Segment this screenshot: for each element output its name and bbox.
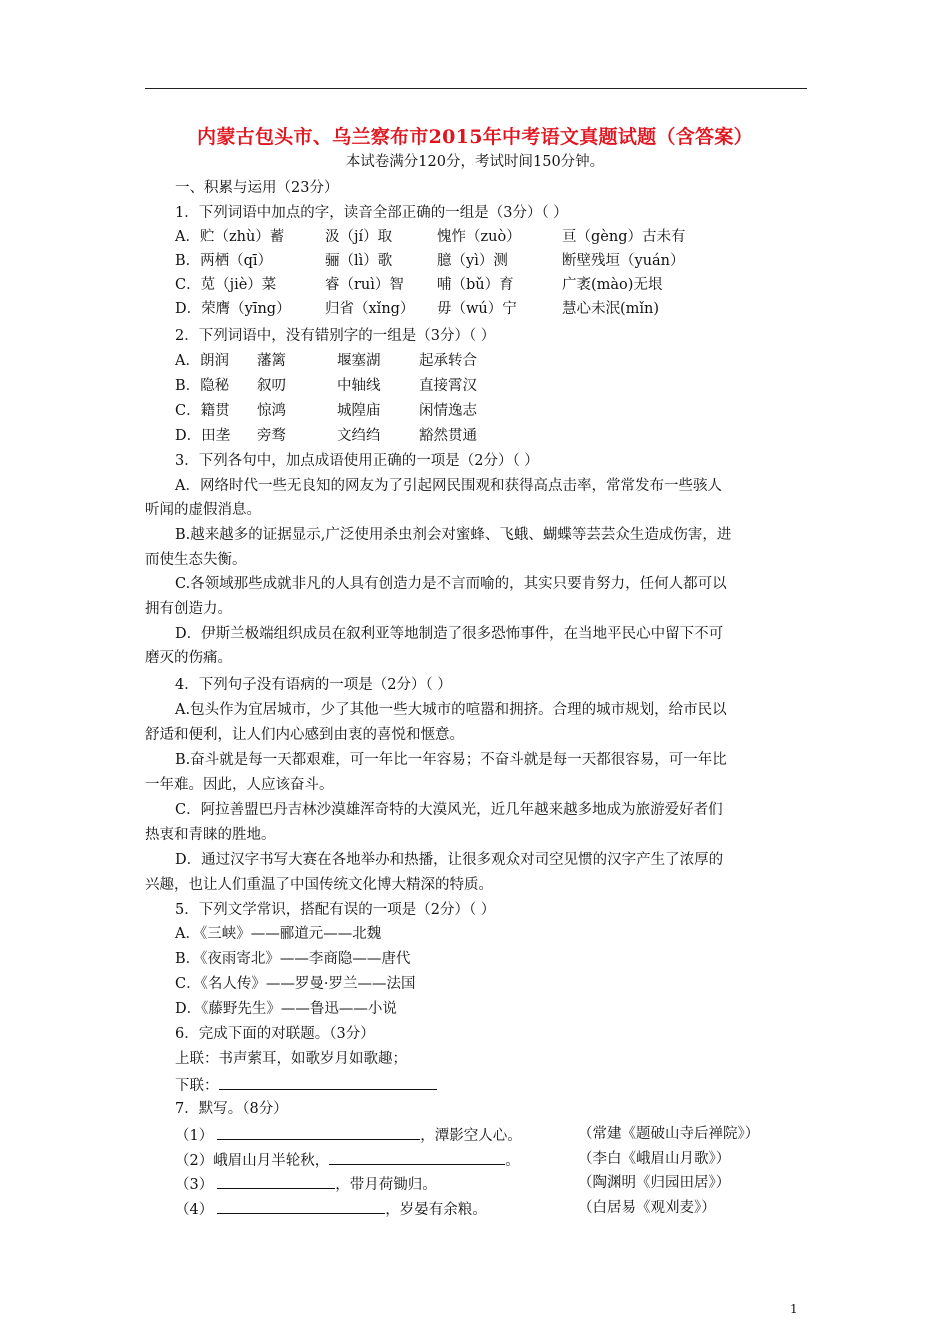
question-3-option-a-line1: A．网络时代一些无良知的网友为了引起网民围观和获得高点击率，常常发布一些骇人 xyxy=(175,478,722,494)
option-word: 臆（yì）测 xyxy=(437,253,508,269)
question-4-option-c-line1: C．阿拉善盟巴丹吉林沙漠雄浑奇特的大漠风光，近几年越来越多地成为旅游爱好者们 xyxy=(175,802,723,818)
question-3-option-d-line1: D．伊斯兰极端组织成员在叙利亚等地制造了很多恐怖事件，在当地平民心中留下不可 xyxy=(175,626,724,642)
page-title: 内蒙古包头市、乌兰察布市2015年中考语文真题试题（含答案） xyxy=(197,126,753,148)
item-number: （3） xyxy=(175,1177,214,1193)
option-word: 中轴线 xyxy=(337,378,381,394)
dictation-item-2 xyxy=(175,1149,520,1171)
couplet-lower xyxy=(175,1074,437,1096)
question-6-stem: 6．完成下面的对联题。（3分） xyxy=(175,1026,375,1042)
dictation-blank[interactable] xyxy=(329,1149,505,1165)
option-word: A．朗润 xyxy=(175,353,229,369)
dictation-source-4: （白居易《观刈麦》） xyxy=(578,1200,716,1216)
option-word: 藩篱 xyxy=(257,353,286,369)
option-word: 广袤(mào)无垠 xyxy=(562,277,663,293)
option-word: C．苋（jiè）菜 xyxy=(175,277,277,293)
option-word: 闲情逸志 xyxy=(419,403,477,419)
option-word: 哺（bǔ）育 xyxy=(437,277,514,293)
option-word: 叙叨 xyxy=(257,378,286,394)
item-number: （2） xyxy=(175,1153,214,1169)
dictation-item-3 xyxy=(175,1173,437,1195)
option-word: 汲（jí）取 xyxy=(325,229,393,245)
question-4-option-d-line2: 兴趣，也让人们重温了中国传统文化博大精深的特质。 xyxy=(145,877,493,893)
item-text: ，岁晏有余粮。 xyxy=(385,1202,487,1218)
option-word: 睿（ruì）智 xyxy=(325,277,404,293)
option-word: 堰塞湖 xyxy=(337,353,381,369)
question-4-option-b-line2: 一年难。因此，人应该奋斗。 xyxy=(145,777,334,793)
question-2-stem: 2．下列词语中，没有错别字的一组是（3分）（ ） xyxy=(175,328,496,344)
item-text: 峨眉山月半轮秋， xyxy=(213,1153,330,1169)
question-4-option-a-line1: A.包头作为宜居城市，少了其他一些大城市的喧嚣和拥挤。合理的城市规划，给市民以 xyxy=(175,702,727,718)
option-word: B．隐秘 xyxy=(175,378,230,394)
option-word: 直接霄汉 xyxy=(419,378,477,394)
exam-info: 本试卷满分120分，考试时间150分钟。 xyxy=(345,154,605,170)
option-word: B．两栖（qī） xyxy=(175,253,273,269)
option-word: 断壁残垣（yuán） xyxy=(562,253,685,269)
question-7-stem: 7．默写。（8分） xyxy=(175,1101,288,1117)
option-word: 起承转合 xyxy=(419,353,477,369)
question-5-option-a: A．《三峡》——郦道元——北魏 xyxy=(175,926,382,942)
question-3-option-b-line1: B.越来越多的证据显示,广泛使用杀虫剂会对蜜蜂、飞蛾、蝴蝶等芸芸众生造成伤害，进 xyxy=(175,527,732,543)
question-1-option-c xyxy=(175,275,662,295)
item-text: ，潭影空人心。 xyxy=(420,1128,522,1144)
dictation-blank[interactable] xyxy=(217,1198,385,1214)
option-word: 城隍庙 xyxy=(337,403,381,419)
option-word: 惊鸿 xyxy=(257,403,286,419)
question-4-option-b-line1: B.奋斗就是每一天都艰难，可一年比一年容易；不奋斗就是每一天都很容易，可一年比 xyxy=(175,752,727,768)
option-word: A．贮（zhù）蓄 xyxy=(175,229,285,245)
header-rule xyxy=(145,88,807,89)
dictation-source-1: （常建《题破山寺后禅院》） xyxy=(578,1126,760,1142)
page-number: 1 xyxy=(790,1302,798,1316)
option-word: 豁然贯通 xyxy=(419,428,477,444)
item-number: （1） xyxy=(175,1128,214,1144)
question-3-option-d-line2: 磨灭的伤痛。 xyxy=(145,650,232,666)
option-word: C．籍贯 xyxy=(175,403,230,419)
question-2-option-c xyxy=(175,401,477,421)
dictation-item-4 xyxy=(175,1198,487,1220)
option-word: 归省（xǐng） xyxy=(325,301,415,317)
question-4-stem: 4．下列句子没有语病的一项是（2分）（ ） xyxy=(175,677,452,693)
option-word: D．荣膺（yīng） xyxy=(175,301,291,317)
dictation-source-2: （李白《峨眉山月歌》） xyxy=(578,1151,731,1167)
question-2-option-a xyxy=(175,351,477,371)
couplet-lower-label: 下联： xyxy=(175,1078,219,1094)
dictation-blank[interactable] xyxy=(217,1173,335,1189)
question-3-option-a-line2: 听闻的虚假消息。 xyxy=(145,502,261,518)
item-text: 。 xyxy=(505,1153,520,1169)
question-3-option-c-line1: C.各领域那些成就非凡的人具有创造力是不言而喻的，其实只要肯努力，任何人都可以 xyxy=(175,576,727,592)
question-3-option-b-line2: 而使生态失衡。 xyxy=(145,552,247,568)
couplet-answer-blank[interactable] xyxy=(219,1074,437,1090)
option-word: 慧心未泯(mǐn) xyxy=(562,301,660,317)
question-5-stem: 5．下列文学常识，搭配有误的一项是（2分）（ ） xyxy=(175,902,496,918)
question-2-option-b xyxy=(175,376,477,396)
question-5-option-b: B．《夜雨寄北》——李商隐——唐代 xyxy=(175,951,411,967)
dictation-blank[interactable] xyxy=(217,1124,420,1140)
item-number: （4） xyxy=(175,1202,214,1218)
question-4-option-a-line2: 舒适和便利，让人们内心感到由衷的喜悦和惬意。 xyxy=(145,727,464,743)
option-word: 亘（gèng）古未有 xyxy=(562,229,686,245)
question-3-stem: 3．下列各句中，加点成语使用正确的一项是（2分）（ ） xyxy=(175,453,539,469)
question-4-option-d-line1: D．通过汉字书写大赛在各地举办和热播，让很多观众对司空见惯的汉字产生了浓厚的 xyxy=(175,852,724,868)
item-text: ，带月荷锄归。 xyxy=(335,1177,437,1193)
question-2-option-d xyxy=(175,426,477,446)
question-4-option-c-line2: 热衷和青睐的胜地。 xyxy=(145,827,276,843)
option-word: 文绉绉 xyxy=(337,428,381,444)
question-1-stem: 1．下列词语中加点的字，读音全部正确的一组是（3分）（ ） xyxy=(175,205,568,221)
dictation-item-1 xyxy=(175,1124,522,1146)
section-heading: 一、积累与运用（23分） xyxy=(175,180,339,196)
option-word: 愧怍（zuò） xyxy=(437,229,521,245)
couplet-upper: 上联：书声萦耳，如歌岁月如歌趣； xyxy=(175,1051,407,1067)
question-1-option-d xyxy=(175,299,659,319)
question-1-option-b xyxy=(175,251,685,271)
option-word: 毋（wú）宁 xyxy=(437,301,517,317)
option-word: 骊（lì）歌 xyxy=(325,253,393,269)
option-word: D．田垄 xyxy=(175,428,231,444)
dictation-source-3: （陶渊明《归园田居》） xyxy=(578,1175,731,1191)
option-word: 旁骛 xyxy=(257,428,286,444)
question-5-option-d: D．《藤野先生》——鲁迅——小说 xyxy=(175,1001,397,1017)
question-5-option-c: C．《名人传》——罗曼·罗兰——法国 xyxy=(175,976,416,992)
question-3-option-c-line2: 拥有创造力。 xyxy=(145,601,232,617)
question-1-option-a xyxy=(175,227,685,247)
